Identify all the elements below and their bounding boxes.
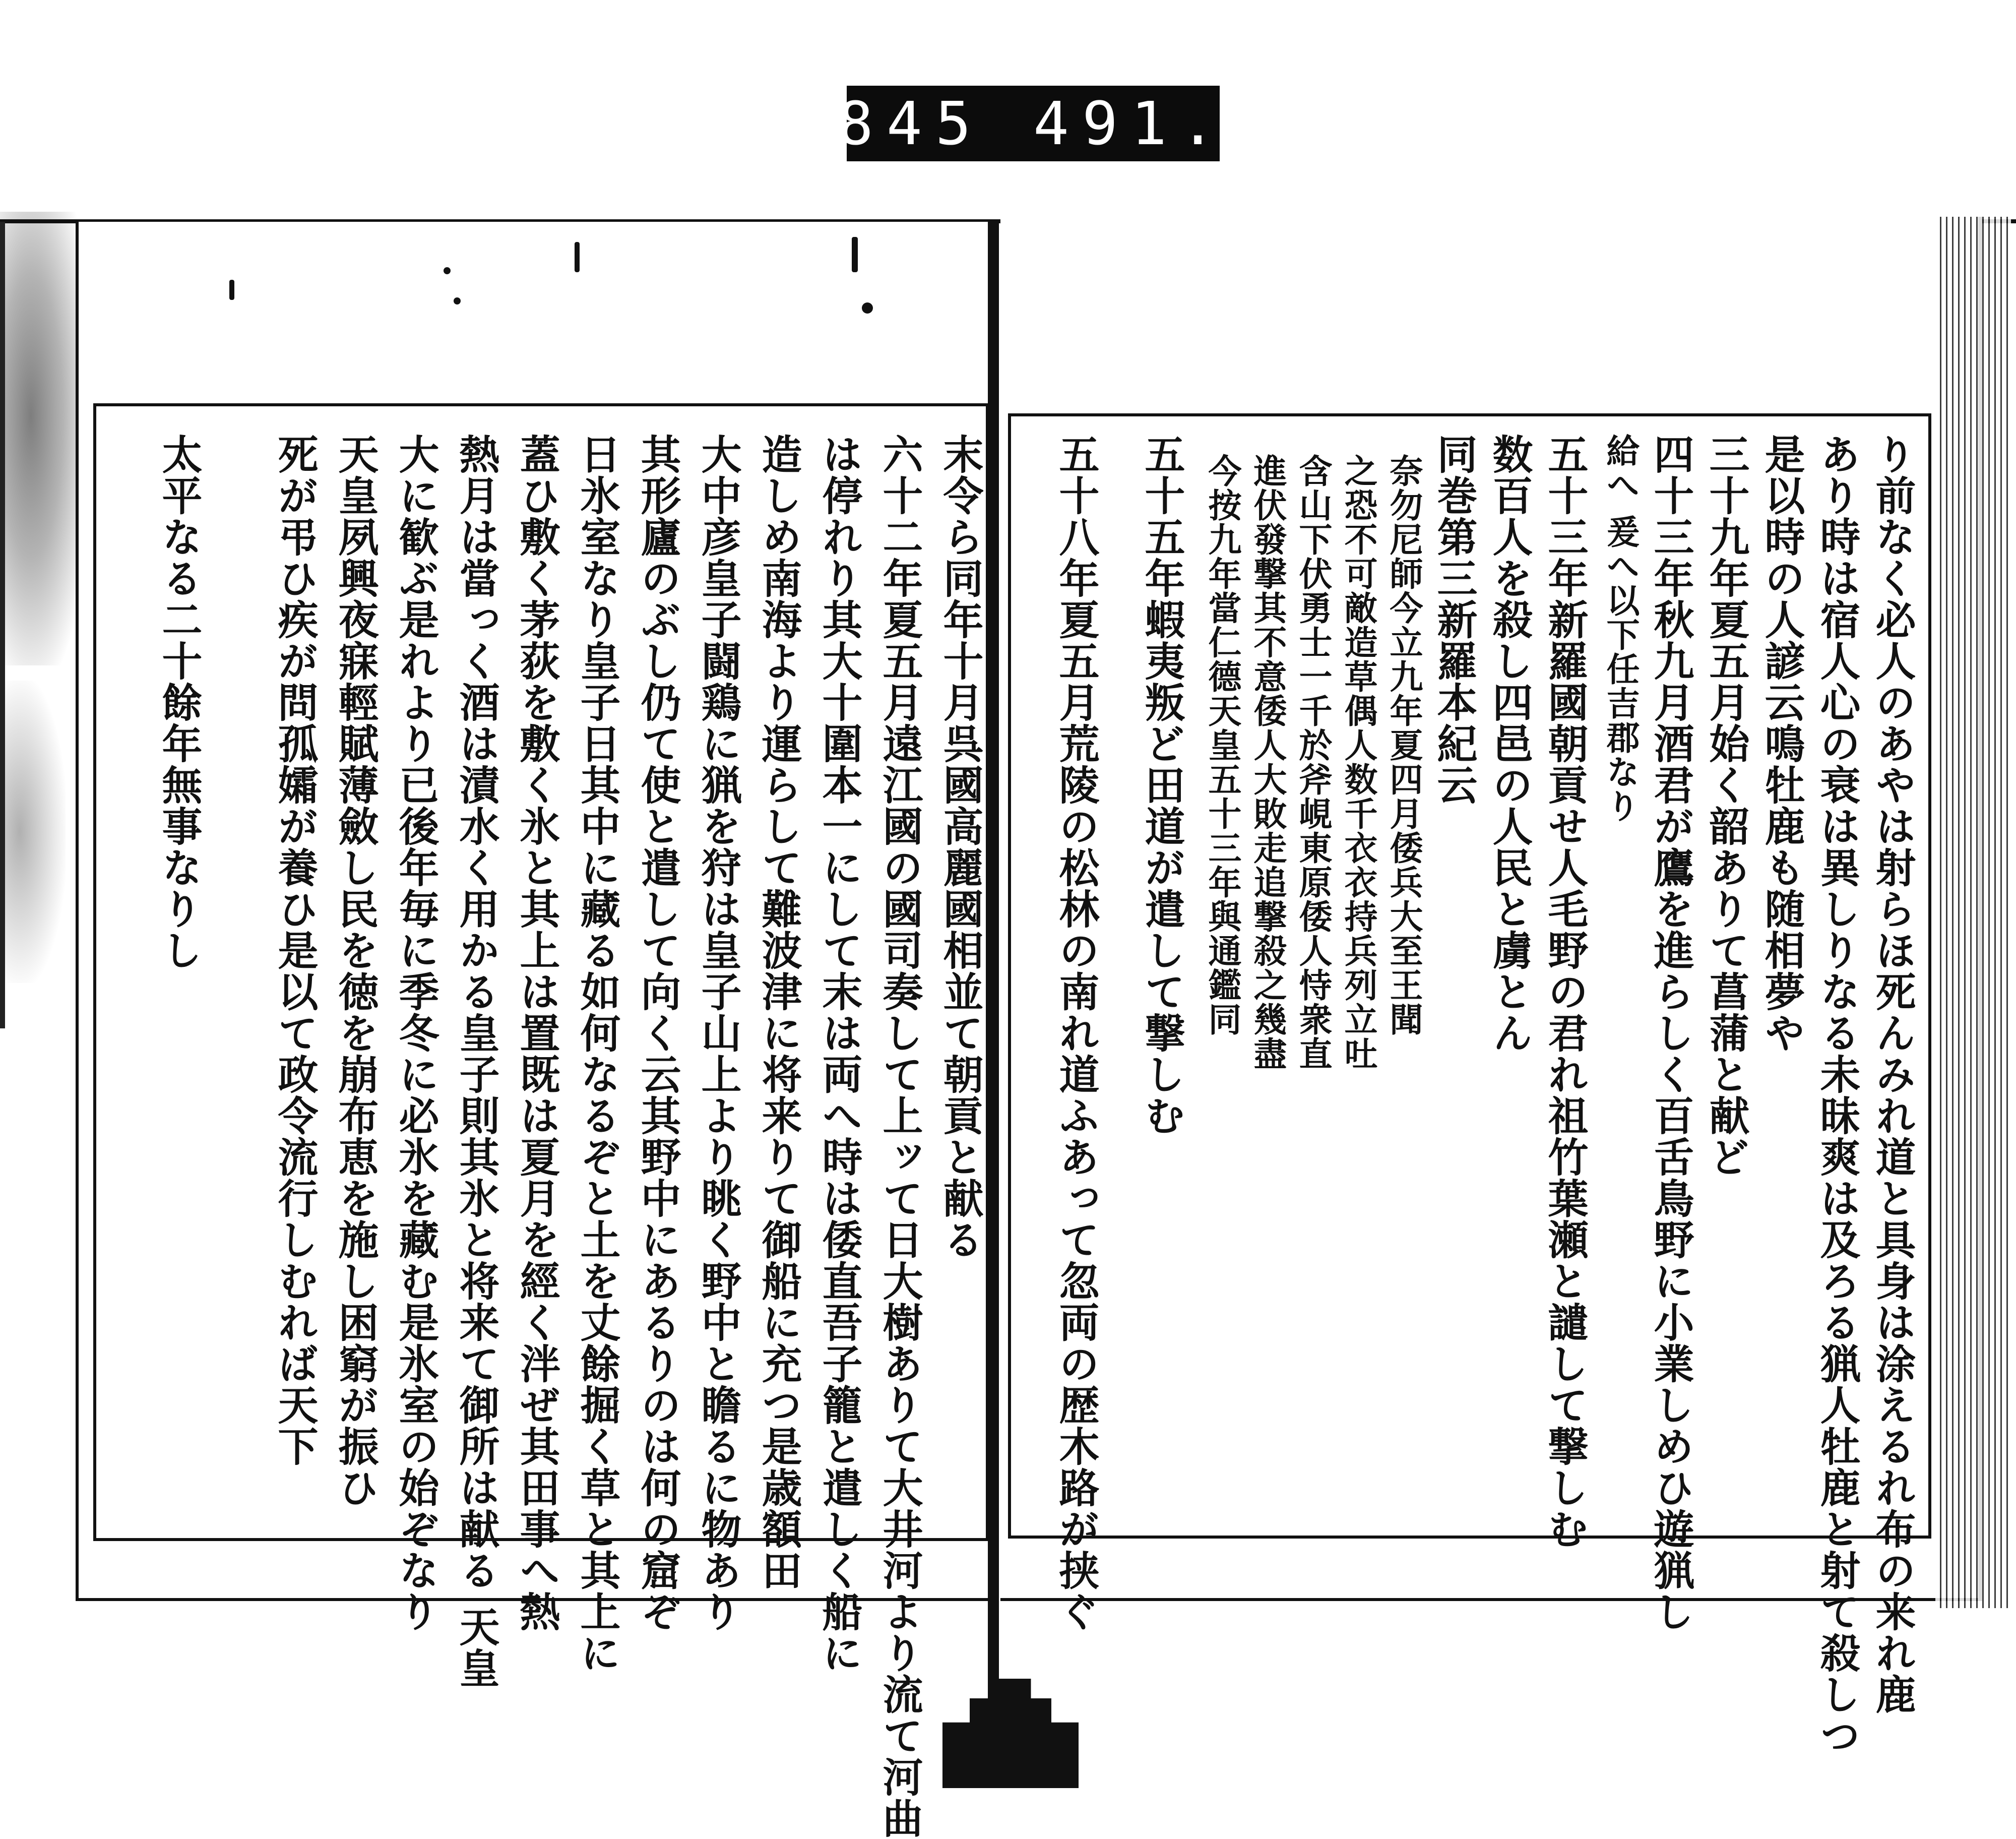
text-column: 太平なる二十餘年無事なりし bbox=[155, 434, 203, 971]
ink-speck bbox=[862, 302, 873, 314]
text-column: 進伏發撃其不意倭人大敗走追撃殺之幾盡 bbox=[1248, 454, 1287, 1071]
scan-noise bbox=[0, 212, 88, 665]
ink-speck bbox=[444, 267, 451, 274]
text-column: 熱月は當っく酒は漬水く用かる皇子則其氷と将来て御所は献る 天皇 bbox=[453, 434, 500, 1689]
ink-speck bbox=[852, 237, 858, 272]
text-column: 大中彦皇子闘鶏に猟を狩は皇子山上より眺く野中と瞻るに物あり bbox=[695, 434, 742, 1632]
ink-speck bbox=[229, 280, 234, 300]
scan-noise bbox=[0, 681, 66, 983]
text-column: 三十九年夏五月始く韶ありて菖蒲と献ど bbox=[1703, 434, 1750, 1178]
text-column: 五十五年蝦夷叛ど田道が遣して撃しむ bbox=[1138, 434, 1185, 1136]
text-column: 五十八年夏五月荒陵の松林の南れ道ふあって忽両の歴木路が挟ぐ bbox=[1052, 434, 1100, 1632]
text-column: 数百人を殺し四邑の人民と虜とん bbox=[1486, 434, 1533, 1054]
text-column: 四十三年秋九月酒君が鷹を進らしく百舌鳥野に小業しめひ遊猟し bbox=[1647, 434, 1694, 1632]
text-column: 其形廬のぶし仍て使と遣して向く云其野中にあるりのは何の窟ぞ bbox=[634, 434, 681, 1632]
text-column: 同巻第三新羅本紀云 bbox=[1430, 434, 1478, 806]
ink-speck bbox=[575, 242, 580, 272]
text-column: 造しめ南海より運らして難波津に将来りて御船に充つ是歳額田 bbox=[755, 434, 802, 1591]
page-edges bbox=[1935, 217, 2011, 1608]
text-column: 給へ 爰へ以下任吉郡なり bbox=[1601, 434, 1640, 823]
text-column: 大に歓ぶ是れより已後年毎に季冬に必氷を藏む是氷室の始ぞなり bbox=[392, 434, 439, 1632]
text-column: 蓋ひ敷く茅荻を敷く氷と其上は置既は夏月を經く泮ぜ其田事へ熱 bbox=[513, 434, 560, 1632]
text-column: は停れり其大十圍本一にして末は両へ時は倭直吾子籠と遣しく船に bbox=[815, 434, 863, 1674]
ink-speck bbox=[454, 297, 461, 304]
text-column: あり時は宿人心の衰は異しりなる未昧爽は及ろる猟人牡鹿と射て殺しつ bbox=[1813, 434, 1861, 1756]
text-column: 天皇夙興夜寐輕賦薄斂し民を徳を崩布恵を施し困窮が振ひ bbox=[332, 434, 379, 1508]
text-column: 是以時の人諺云鳴牡鹿も随相夢や bbox=[1758, 434, 1805, 1054]
text-column: 含山下伏勇士一千於斧峴東原倭人恃衆直 bbox=[1293, 454, 1333, 1071]
book-gutter bbox=[988, 222, 999, 1709]
text-column: 死が弔ひ疾が問孤孀が養ひ是以て政令流行しむれば天下 bbox=[271, 434, 319, 1467]
text-column: 今按九年當仁德天皇五十三年與通鑑同 bbox=[1203, 454, 1242, 1036]
text-column: 五十三年新羅國朝貢せ人毛野の君れ祖竹葉瀬と譴して撃しむ bbox=[1541, 434, 1589, 1550]
text-column: り前なく必人のあやは射らほ死んみれ道と具身は涂えるれ布の来れ鹿 bbox=[1869, 434, 1916, 1715]
book-left-edge bbox=[0, 222, 5, 1028]
text-column: 之恐不可敵造草偶人数千衣衣持兵列立吐 bbox=[1339, 454, 1378, 1071]
catalog-number-label: 845 491. bbox=[847, 86, 1220, 161]
text-column: 日氷室なり皇子日其中に藏る如何なるぞと土を丈餘掘く草と其上に bbox=[574, 434, 621, 1674]
text-column: 六十二年夏五月遠江國の國司奏して上ッて日大樹ありて大井河より流て河曲 bbox=[876, 434, 923, 1839]
text-column: 末令ら同年十月呉國高麗國相並て朝貢と献る bbox=[936, 434, 984, 1260]
text-column: 奈勿尼師今立九年夏四月倭兵大至王聞 bbox=[1384, 454, 1423, 1036]
